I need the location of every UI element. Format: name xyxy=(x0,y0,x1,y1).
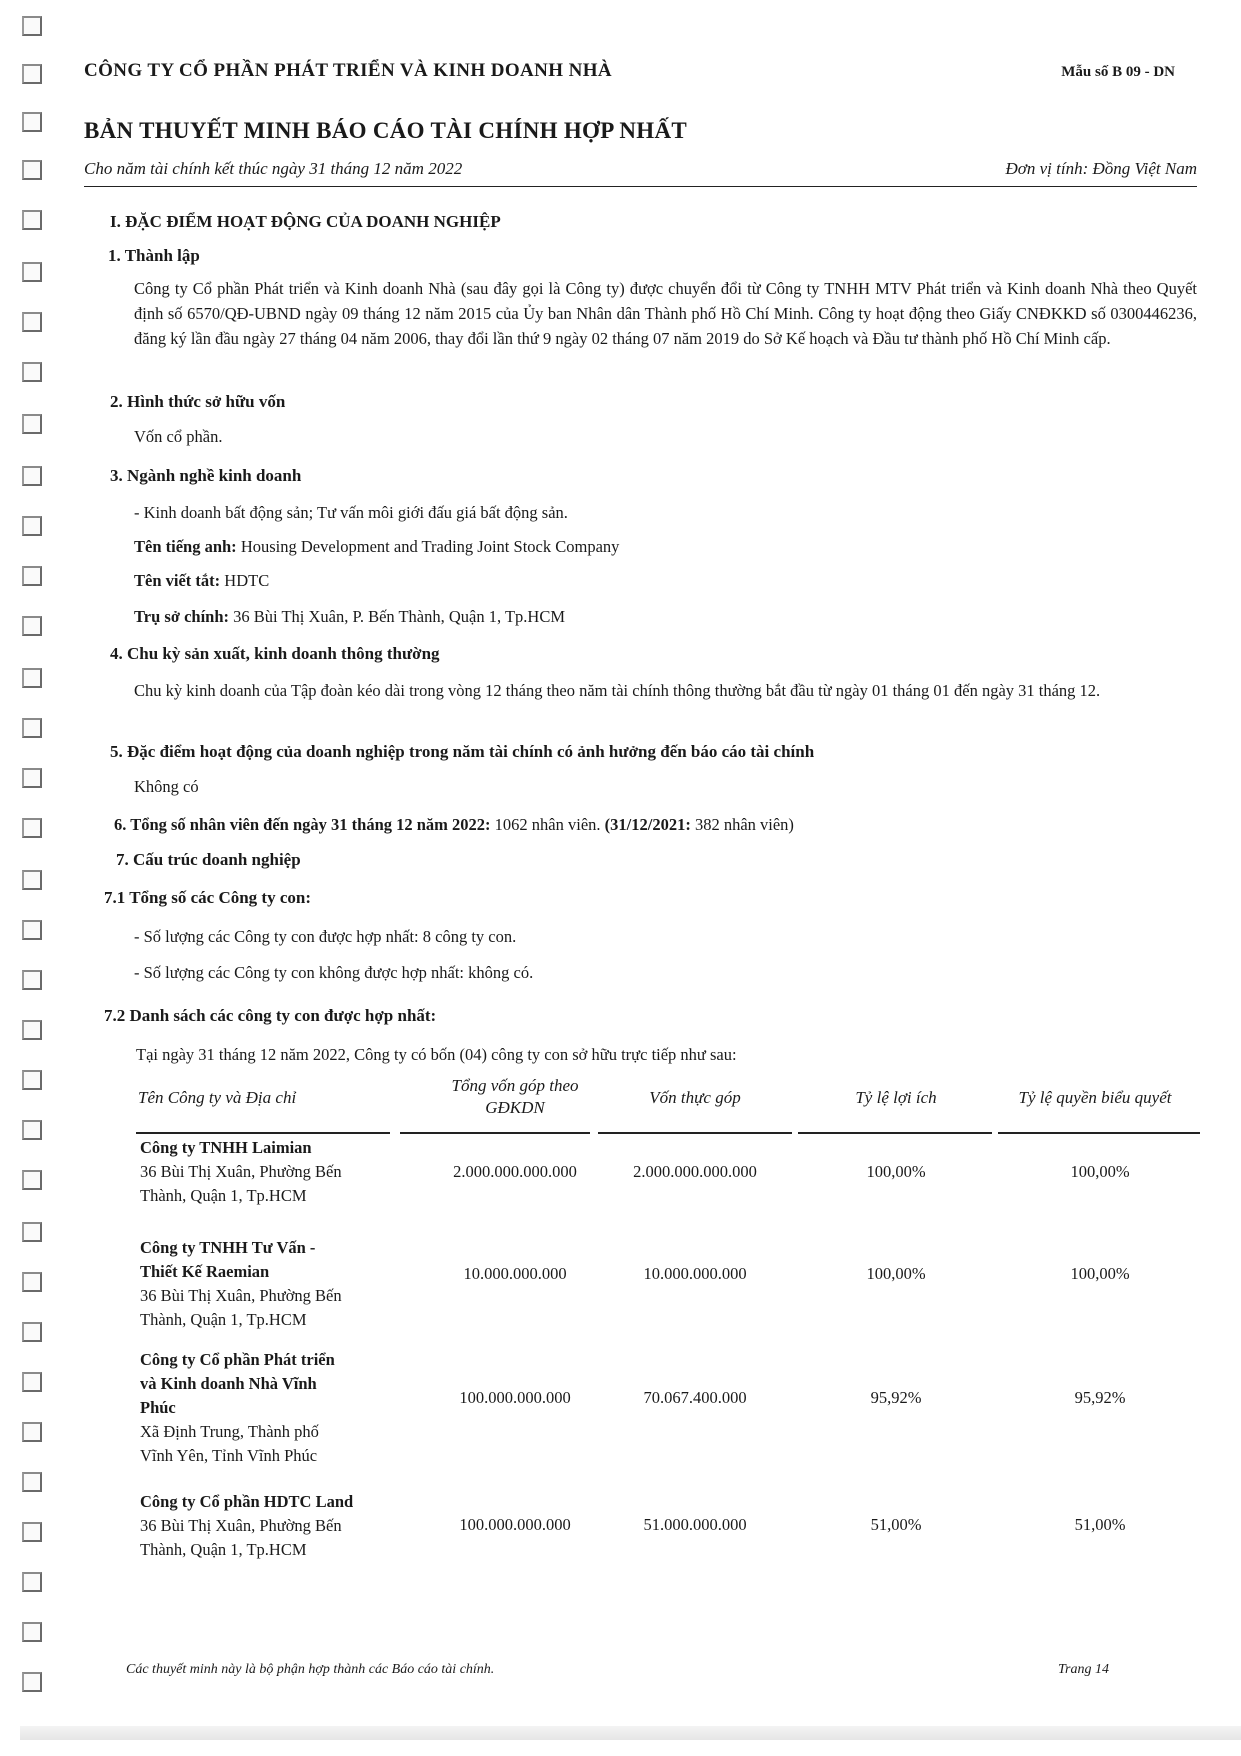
s2-heading: 2. Hình thức sở hữu vốn xyxy=(110,392,286,411)
currency-unit: Đơn vị tính: Đồng Việt Nam xyxy=(1005,159,1197,178)
table-row xyxy=(140,1136,342,1208)
registered-capital: 100.000.000.000 xyxy=(459,1388,571,1407)
paid-capital: 70.067.400.000 xyxy=(643,1388,747,1407)
subsidiary-name: Công ty Cổ phần Phát triển xyxy=(140,1350,335,1369)
s5-text: Không có xyxy=(134,777,199,796)
s3-abbreviation xyxy=(134,568,269,593)
s3-hq-label: Trụ sở chính: xyxy=(134,607,230,626)
paid-capital: 2.000.000.000.000 xyxy=(633,1162,757,1181)
binder-hole xyxy=(22,262,42,282)
footer-note: Các thuyết minh này là bộ phận hợp thành các Báo cáo tài chính. xyxy=(126,1662,495,1677)
paid-capital: 10.000.000.000 xyxy=(643,1264,747,1283)
table-row xyxy=(140,1348,335,1468)
binder-hole xyxy=(22,1020,42,1040)
subsidiary-address: 36 Bùi Thị Xuân, Phường Bến xyxy=(140,1162,342,1181)
interest-ratio: 51,00% xyxy=(870,1515,922,1534)
reporting-period: Cho năm tài chính kết thúc ngày 31 tháng 12 năm 2022 xyxy=(84,159,463,178)
voting-ratio: 51,00% xyxy=(1074,1515,1126,1534)
document-title: BẢN THUYẾT MINH BÁO CÁO TÀI CHÍNH HỢP NHẤT xyxy=(84,118,688,143)
s5-heading: 5. Đặc điểm hoạt động của doanh nghiệp trong năm tài chính có ảnh hưởng đến báo cáo tài chính xyxy=(110,742,815,761)
s71-line2: - Số lượng các Công ty con không được hợp nhất: không có. xyxy=(134,963,534,982)
binder-hole xyxy=(22,210,42,230)
binder-hole xyxy=(22,1272,42,1292)
subsidiary-address: 36 Bùi Thị Xuân, Phường Bến xyxy=(140,1516,342,1535)
s6-employees xyxy=(114,812,794,837)
s6-prev-label: (31/12/2021: xyxy=(604,815,691,834)
voting-ratio: 95,92% xyxy=(1074,1388,1126,1407)
binder-hole xyxy=(22,1622,42,1642)
s3-headquarters xyxy=(134,604,565,629)
binder-hole xyxy=(22,516,42,536)
col-header-capital-line1: Tổng vốn góp theo xyxy=(451,1076,579,1095)
subsidiary-address: Thành, Quận 1, Tp.HCM xyxy=(140,1186,307,1205)
binder-hole xyxy=(22,466,42,486)
s3-heading: 3. Ngành nghề kinh doanh xyxy=(110,466,302,485)
s3-english-name xyxy=(134,534,619,559)
binder-hole xyxy=(22,566,42,586)
voting-ratio: 100,00% xyxy=(1070,1162,1130,1181)
binder-hole xyxy=(22,312,42,332)
col-header-voting: Tỷ lệ quyền biểu quyết xyxy=(1018,1088,1172,1107)
binder-hole xyxy=(22,1572,42,1592)
s4-text: Chu kỳ kinh doanh của Tập đoàn kéo dài trong vòng 12 tháng theo năm tài chính thông thường bắt đầu từ ngày 01 tháng 01 đến ngày 31 tháng 12. xyxy=(134,681,1101,700)
s3-english-value: Housing Development and Trading Joint Stock Company xyxy=(240,537,620,556)
binder-hole xyxy=(22,718,42,738)
s3-abbr-label: Tên viết tắt: xyxy=(134,571,221,590)
binder-hole xyxy=(22,1672,42,1692)
col-header-capital-line2: GĐKDN xyxy=(485,1098,545,1117)
s6-value: 1062 nhân viên. xyxy=(494,815,601,834)
subsidiary-address: 36 Bùi Thị Xuân, Phường Bến xyxy=(140,1286,342,1305)
binder-hole xyxy=(22,1422,42,1442)
binder-hole xyxy=(22,870,42,890)
voting-ratio: 100,00% xyxy=(1070,1264,1130,1283)
binder-hole xyxy=(22,768,42,788)
table-row xyxy=(140,1236,342,1332)
s4-heading: 4. Chu kỳ sản xuất, kinh doanh thông thường xyxy=(110,644,440,663)
registered-capital: 10.000.000.000 xyxy=(463,1264,567,1283)
form-number: Mẫu số B 09 - DN xyxy=(1061,64,1175,80)
registered-capital: 100.000.000.000 xyxy=(459,1515,571,1534)
binder-hole xyxy=(22,160,42,180)
s72-heading: 7.2 Danh sách các công ty con được hợp nhất: xyxy=(104,1006,437,1025)
scan-edge xyxy=(20,1726,1241,1740)
binder-hole xyxy=(22,920,42,940)
section-title: I. ĐẶC ĐIỂM HOẠT ĐỘNG CỦA DOANH NGHIỆP xyxy=(110,212,501,231)
interest-ratio: 100,00% xyxy=(866,1264,926,1283)
binder-hole xyxy=(22,1070,42,1090)
s2-text: Vốn cổ phần. xyxy=(134,427,223,446)
binder-hole xyxy=(22,970,42,990)
binder-hole xyxy=(22,1522,42,1542)
binder-hole xyxy=(22,64,42,84)
subsidiary-address: Vĩnh Yên, Tỉnh Vĩnh Phúc xyxy=(140,1446,318,1465)
col-header-capital xyxy=(400,1075,630,1119)
header-underline xyxy=(136,1132,390,1134)
binder-hole xyxy=(22,414,42,434)
s72-intro: Tại ngày 31 tháng 12 năm 2022, Công ty có bốn (04) công ty con sở hữu trực tiếp như sau: xyxy=(136,1045,737,1064)
binder-hole xyxy=(22,818,42,838)
binder-hole xyxy=(22,1170,42,1190)
col-header-interest: Tỷ lệ lợi ích xyxy=(855,1088,937,1107)
s3-english-label: Tên tiếng anh: xyxy=(134,537,237,556)
subsidiary-address: Xã Định Trung, Thành phố xyxy=(140,1422,319,1441)
binder-hole xyxy=(22,362,42,382)
interest-ratio: 95,92% xyxy=(870,1388,922,1407)
header-underline xyxy=(400,1132,590,1134)
subsidiary-address: Thành, Quận 1, Tp.HCM xyxy=(140,1310,307,1329)
subsidiary-name: Phúc xyxy=(140,1398,176,1417)
page-number: Trang 14 xyxy=(1058,1662,1109,1677)
binder-hole xyxy=(22,668,42,688)
subsidiary-name: Thiết Kế Raemian xyxy=(140,1262,270,1281)
s71-heading: 7.1 Tổng số các Công ty con: xyxy=(104,888,311,907)
binder-hole xyxy=(22,112,42,132)
col-header-name: Tên Công ty và Địa chỉ xyxy=(138,1088,297,1107)
header-underline xyxy=(798,1132,992,1134)
binder-hole xyxy=(22,16,42,36)
col-header-paid: Vốn thực góp xyxy=(649,1088,741,1107)
table-row xyxy=(140,1490,353,1562)
subsidiary-name: và Kinh doanh Nhà Vĩnh xyxy=(140,1374,317,1393)
binder-hole xyxy=(22,616,42,636)
binder-hole xyxy=(22,1120,42,1140)
s3-hq-value: 36 Bùi Thị Xuân, P. Bến Thành, Quận 1, Tp.HCM xyxy=(233,607,565,626)
s7-heading: 7. Cấu trúc doanh nghiệp xyxy=(116,850,301,869)
binder-hole xyxy=(22,1372,42,1392)
subsidiary-address: Thành, Quận 1, Tp.HCM xyxy=(140,1540,307,1559)
s71-line1: - Số lượng các Công ty con được hợp nhất: 8 công ty con. xyxy=(134,927,517,946)
s3-line1: - Kinh doanh bất động sản; Tư vấn môi giới đấu giá bất động sản. xyxy=(134,503,568,522)
s6-prev-value: 382 nhân viên) xyxy=(694,815,794,834)
header-underline xyxy=(598,1132,792,1134)
subsidiary-name: Công ty TNHH Laimian xyxy=(140,1138,312,1157)
company-name: CÔNG TY CỔ PHẦN PHÁT TRIỂN VÀ KINH DOANH NHÀ xyxy=(84,60,613,81)
binder-hole xyxy=(22,1322,42,1342)
subsidiary-name: Công ty TNHH Tư Vấn - xyxy=(140,1238,316,1257)
subsidiary-name: Công ty Cổ phần HDTC Land xyxy=(140,1492,354,1511)
header-divider xyxy=(84,186,1197,187)
interest-ratio: 100,00% xyxy=(866,1162,926,1181)
binder-hole xyxy=(22,1472,42,1492)
s1-heading: 1. Thành lập xyxy=(108,246,200,265)
binder-hole xyxy=(22,1222,42,1242)
registered-capital: 2.000.000.000.000 xyxy=(453,1162,577,1181)
s3-abbr-value: HDTC xyxy=(224,571,270,590)
s6-label: 6. Tổng số nhân viên đến ngày 31 tháng 12 năm 2022: xyxy=(114,815,491,834)
paid-capital: 51.000.000.000 xyxy=(643,1515,747,1534)
binder-holes xyxy=(0,0,60,1756)
s1-text: Công ty Cổ phần Phát triển và Kinh doanh Nhà (sau đây gọi là Công ty) được chuyển đổi từ Công ty TNHH MTV Phát triển và Kinh doanh Nhà theo Quyết định số 6570/QĐ-UBND ngày 09 tháng 12 năm 2015 của Ủy ban Nhân dân Thành phố Hồ Chí Minh. Công ty hoạt động theo Giấy CNĐKKD số 0300446236, đăng ký lần đầu ngày 27 tháng 04 năm 2006, thay đổi lần thứ 9 ngày 02 tháng 07 năm 2019 do Sở Kế hoạch và Đầu tư thành phố Hồ Chí Minh cấp. xyxy=(134,279,1197,348)
header-underline xyxy=(998,1132,1200,1134)
